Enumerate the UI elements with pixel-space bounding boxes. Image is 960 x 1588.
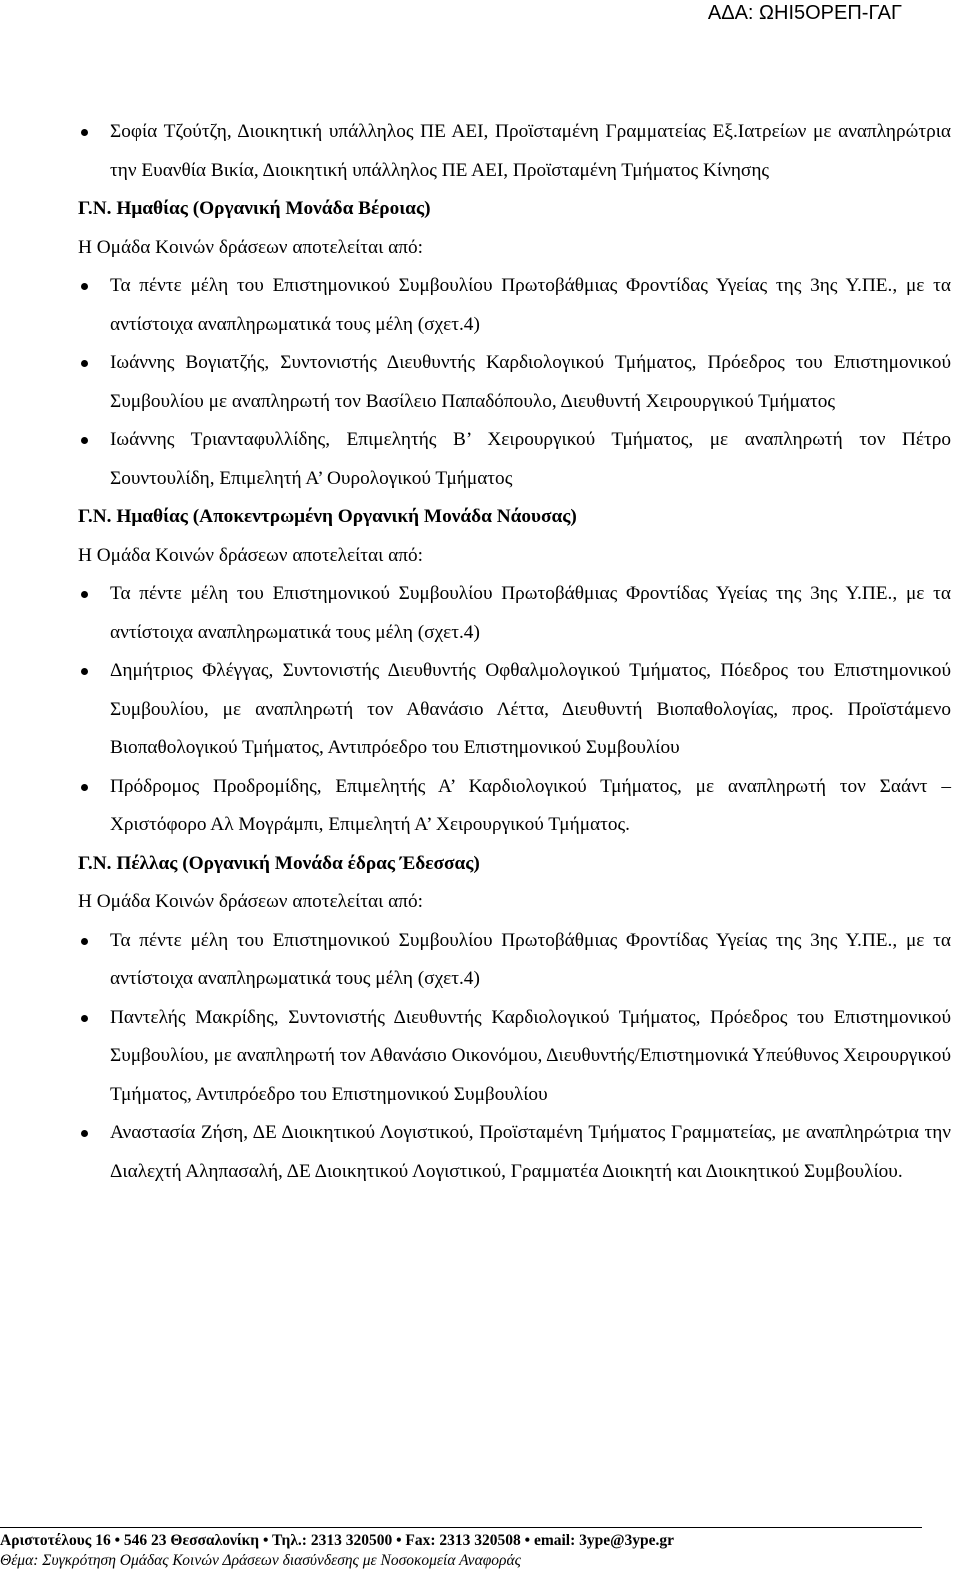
footer-subject: Θέμα: Συγκρότηση Ομάδας Κοινών Δράσεων διασύνδεσης με Νοσοκομεία Αναφοράς [0,1552,521,1569]
list-item-text: Ιωάννης Τριανταφυλλίδης, Επιμελητής Β’ Χειρουργικού Τμήματος, με αναπληρωτή τον Πέτρο Σουντουλίδη, Επιμελητή Α’ Ουρολογικού Τμήματος [110,429,951,489]
list-item [78,113,951,190]
list-item-text: Πρόδρομος Προδρομίδης, Επιμελητής Α’ Καρδιολογικού Τμήματος, με αναπληρωτή τον Σαάντ – Χριστόφορο Αλ Μογράμπι, Επιμελητή Α’ Χειρουργικού Τμήματος. [110,775,951,835]
list-item [78,768,951,845]
bullet-icon [81,283,88,290]
footer-address: Αριστοτέλους 16 • 546 23 Θεσσαλονίκη • Τηλ.: 2313 320500 • Fax: 2313 320508 • email: 3ype@3ype.gr [0,1532,675,1549]
list-item-text: Αναστασία Ζήση, ΔΕ Διοικητικού Λογιστικού, Προϊσταμένη Τμήματος Γραμματείας, με αναπληρώτρια την Διαλεχτή Αληπασαλή, ΔΕ Διοικητικού Λογιστικού, Γραμματέα Διοικητή και Διοικητικού Συμβουλίου. [110,1122,951,1182]
list-item-text: Τα πέντε μέλη του Επιστημονικού Συμβουλίου Πρωτοβάθμιας Φροντίδας Υγείας της 3ης Υ.ΠΕ., με τα αντίστοιχα αναπληρωματικά τους μέλη (σχετ.4) [110,929,951,989]
list-item [78,575,951,652]
section-heading: Γ.Ν. Ημαθίας (Αποκεντρωμένη Οργανική Μονάδα Νάουσας) [78,506,577,527]
ada-code: ΑΔΑ: ΩΗΙ5ΟΡΕΠ-ΓΑΓ [707,2,902,24]
list-item [78,1114,951,1191]
list-item [78,344,951,421]
bullet-icon [81,360,88,367]
paragraph: Η Ομάδα Κοινών δράσεων αποτελείται από: [78,891,423,912]
list-item [78,922,951,999]
list-item-text: Δημήτριος Φλέγγας, Συντονιστής Διευθυντής Οφθαλμολογικού Τμήματος, Πόεδρος του Επιστημονικού Συμβουλίου, με αναπληρωτή τον Αθανάσιο Λέττα, Διευθυντή Βιοπαθολογίας, προς. Προϊστάμενο Βιοπαθολογικού Τμήματος, Αντιπρόεδρο του Επιστημονικού Συμβουλίου [110,660,951,758]
section-heading: Γ.Ν. Πέλλας (Οργανική Μονάδα έδρας Έδεσσας) [78,852,480,874]
bullet-icon [81,1130,88,1137]
footer-divider [0,1527,922,1528]
page-footer [0,1527,922,1571]
list-item [78,421,951,498]
list-item-text: Ιωάννης Βογιατζής, Συντονιστής Διευθυντής Καρδιολογικού Τμήματος, Πρόεδρος του Επιστημονικού Συμβουλίου με αναπληρωτή τον Βασίλειο Παπαδόπουλο, Διευθυντή Χειρουργικού Τμήματος [110,352,951,412]
bullet-icon [81,591,88,598]
bullet-icon [81,1015,88,1022]
list-item-text: Σοφία Τζούτζη, Διοικητική υπάλληλος ΠΕ ΑΕΙ, Προϊσταμένη Γραμματείας Εξ.Ιατρείων με αναπληρώτρια την Ευανθία Βικία, Διοικητική υπάλληλος ΠΕ ΑΕΙ, Προϊσταμένη Τμήματος Κίνησης [110,121,951,181]
list-item-text: Παντελής Μακρίδης, Συντονιστής Διευθυντής Καρδιολογικού Τμήματος, Πρόεδρος του Επιστημονικού Συμβουλίου, με αναπληρωτή τον Αθανάσιο Οικονόμου, Διευθυντής/Επιστημονικά Υπεύθυνος Χειρουργικού Τμήματος, Αντιπρόεδρο του Επιστημονικού Συμβουλίου [110,1006,951,1105]
list-item-text: Τα πέντε μέλη του Επιστημονικού Συμβουλίου Πρωτοβάθμιας Φροντίδας Υγείας της 3ης Υ.ΠΕ., με τα αντίστοιχα αναπληρωματικά τους μέλη (σχετ.4) [110,275,951,335]
paragraph: Η Ομάδα Κοινών δράσεων αποτελείται από: [78,544,423,566]
list-item [78,267,951,344]
bullet-icon [81,668,88,675]
bullet-icon [81,129,88,136]
bullet-icon [81,784,88,791]
document-body [78,113,951,1191]
list-item [78,999,951,1115]
bullet-icon [81,437,88,444]
list-item [78,652,951,768]
section-heading: Γ.Ν. Ημαθίας (Οργανική Μονάδα Βέροιας) [78,198,431,219]
list-item-text: Τα πέντε μέλη του Επιστημονικού Συμβουλίου Πρωτοβάθμιας Φροντίδας Υγείας της 3ης Υ.ΠΕ., με τα αντίστοιχα αναπληρωματικά τους μέλη (σχετ.4) [110,583,951,643]
bullet-icon [81,938,88,945]
paragraph: Η Ομάδα Κοινών δράσεων αποτελείται από: [78,236,423,258]
